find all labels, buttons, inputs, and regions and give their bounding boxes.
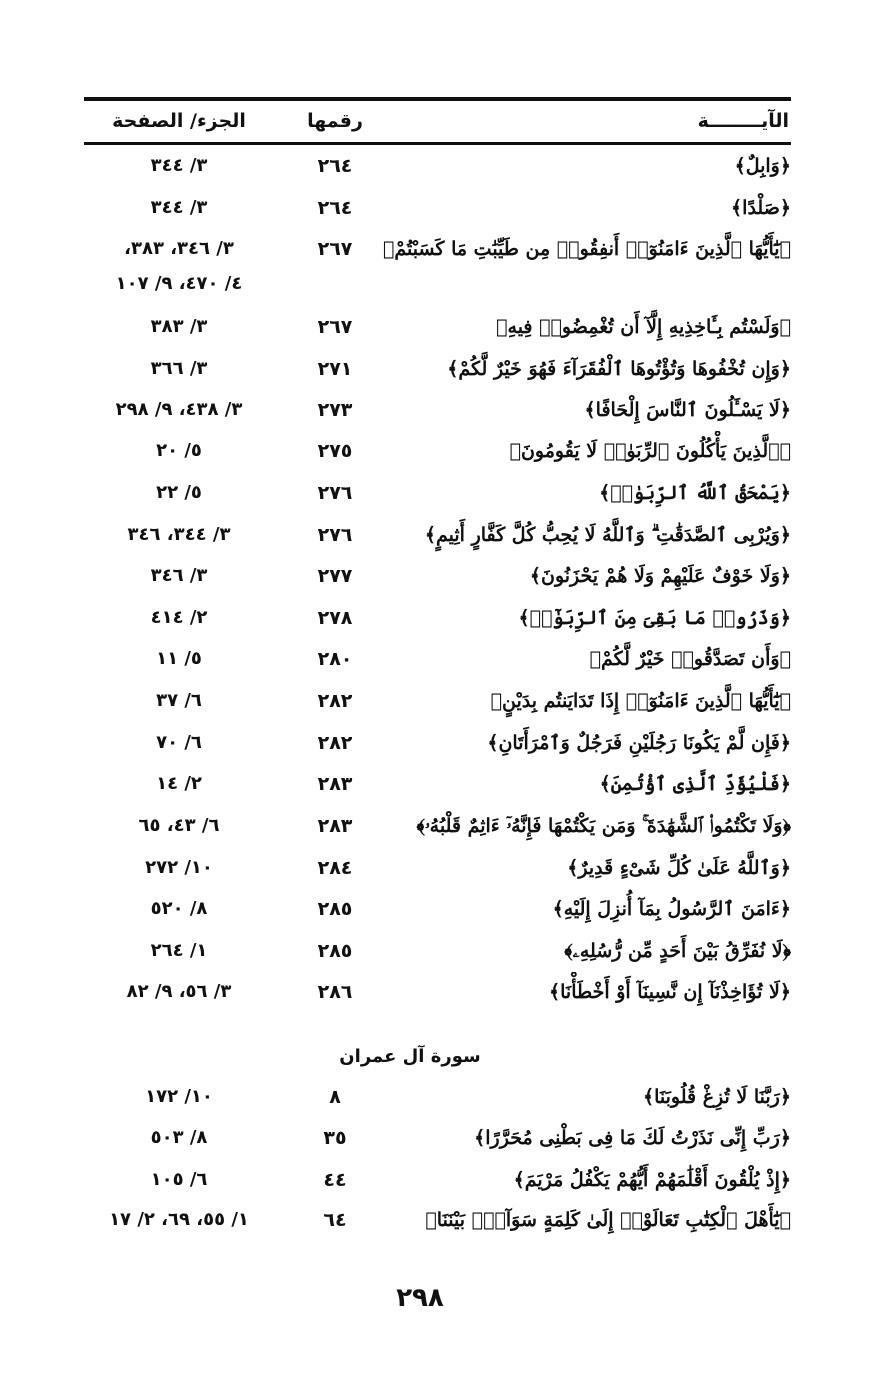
ayah-number: ٢٨٥ [317, 898, 353, 920]
table-row [84, 639, 791, 679]
ayah-text: ﴿وَابِلٌ﴾ [734, 155, 791, 177]
ayah-number: ٨ [329, 1086, 341, 1108]
ayah-text: ﴿ٱلَّذِينَ يَأْكُلُونَ ٱلرِّبَوٰا۟ لَا يَقُومُونَ﴾ [509, 440, 791, 462]
table-row [84, 515, 791, 555]
ayah-number: ٢٦٤ [317, 197, 353, 219]
volume-page: ٦/ ٧٠ [156, 732, 202, 753]
ayah-number: ٢٧٥ [317, 440, 353, 462]
volume-page: ٦/ ٣٧ [156, 690, 202, 711]
volume-page: ٥/ ٢٠ [156, 440, 202, 461]
volume-page: ٨/ ٥٠٣ [150, 1127, 208, 1148]
page-number: ٢٩٨ [396, 1283, 444, 1313]
volume-page: ٣/ ٣٤٦ [150, 565, 208, 586]
top-rule [84, 97, 791, 101]
ayah-number: ٢٨٥ [317, 940, 353, 962]
volume-page: ٣/ ٣٤٤ [150, 197, 208, 218]
ayah-number: ٢٧٣ [317, 399, 353, 421]
ayah-text: ﴿لَا تُؤَاخِذْنَآ إِن نَّسِينَآ أَوْ أَخْطَأْنَا﴾ [548, 981, 791, 1003]
volume-page: ٥/ ١١ [156, 648, 202, 669]
column-header-reference: الجزء/ الصفحة [112, 110, 246, 132]
table-row [84, 146, 791, 186]
table-row [84, 889, 791, 929]
ayah-text: ﴿يَٰٓأَيُّهَا ٱلَّذِينَ ءَامَنُوٓا۟ أَنفِقُوا۟ مِن طَيِّبَٰتِ مَا كَسَبْتُمْ﴾ [382, 238, 791, 260]
ayah-text: ﴿فَإِن لَّمْ يَكُونَا رَجُلَيْنِ فَرَجُلٌ وَٱمْرَأَتَانِ﴾ [487, 732, 791, 754]
table-row [84, 307, 791, 347]
volume-page: ٢/ ١٤ [156, 773, 202, 794]
volume-page: ١٠/ ١٧٢ [145, 1086, 213, 1107]
ayah-number: ٤٤ [323, 1169, 347, 1191]
volume-page: ١٠/ ٢٧٢ [145, 857, 213, 878]
table-row [84, 473, 791, 513]
table-row [84, 229, 791, 269]
ayah-text: ﴿وَإِن تُخْفُوهَا وَتُؤْتُوهَا ٱلْفُقَرَآءَ فَهُوَ خَيْرٌ لَّكُمْ﴾ [447, 358, 791, 380]
ayah-number: ٢٨٦ [317, 981, 353, 1003]
volume-page: ٤/ ٤٧٠، ٩/ ١٠٧ [115, 273, 243, 294]
volume-page: ١/ ٢٦٤ [150, 940, 208, 961]
ayah-text: ﴿إِذْ يُلْقُونَ أَقْلَٰمَهُمْ أَيُّهُمْ يَكْفُلُ مَرْيَمَ﴾ [513, 1169, 791, 1191]
ayah-number [290, 264, 380, 304]
volume-page: ٦/ ١٠٥ [150, 1169, 208, 1190]
surah-title: سورة آل عمران [339, 1046, 481, 1067]
ayah-text: ﴿فَلْيُؤَدِّ ٱلَّذِى ٱؤْتُمِنَ﴾ [599, 773, 791, 795]
ayah-number: ٢٨٣ [317, 773, 353, 795]
column-header-number: رقمها [307, 110, 363, 132]
table-row [84, 1077, 791, 1117]
ayah-text: ﴿رَبِّ إِنِّى نَذَرْتُ لَكَ مَا فِى بَطْنِى مُحَرَّرًا﴾ [474, 1127, 791, 1149]
volume-page: ٣/ ٤٣٨، ٩/ ٢٩٨ [115, 399, 243, 420]
ayah-text [351, 264, 791, 304]
volume-page: ١/ ٥٥، ٦٩، ٢/ ١٧ [109, 1209, 249, 1230]
ayah-text: ﴿يَٰٓأَهْلَ ٱلْكِتَٰبِ تَعَالَوْا۟ إِلَىٰ كَلِمَةٍ سَوَآءٍۭ بَيْنَنَا﴾ [425, 1209, 791, 1231]
ayah-number: ٦٤ [323, 1209, 347, 1231]
table-row [84, 764, 791, 804]
ayah-number: ٢٦٧ [317, 238, 353, 260]
header-underline [84, 142, 791, 145]
table-row [84, 1200, 791, 1240]
ayah-text: ﴿وَلَا تَكْتُمُوا۟ ٱلشَّهَٰدَةَ ۚ وَمَن يَكْتُمْهَا فَإِنَّهُۥٓ ءَاثِمٌ قَلْبُهُۥ﴾ [416, 815, 791, 837]
volume-page: ٣/ ٥٦، ٩/ ٨٢ [126, 981, 232, 1002]
table-row [84, 931, 791, 971]
ayah-text: ﴿لَا يَسْـَٔلُونَ ٱلنَّاسَ إِلْحَافًا﴾ [584, 399, 791, 421]
table-row [84, 431, 791, 471]
ayah-text: ﴿وَلَسْتُم بِـَٔاخِذِيهِ إِلَّآ أَن تُغْمِضُوا۟ فِيهِ﴾ [496, 316, 791, 338]
table-row [84, 806, 791, 846]
ayah-number: ٢٨٢ [317, 732, 353, 754]
volume-page: ٣/ ٣٤٤ [150, 155, 208, 176]
ayah-text: ﴿يَمْحَقُ ٱللَّهُ ٱلرِّبَوٰا۟﴾ [599, 482, 791, 504]
table-row [84, 972, 791, 1012]
table-row [84, 349, 791, 389]
volume-page: ٣/ ٣٨٣ [150, 316, 208, 337]
table-row [84, 598, 791, 638]
ayah-text: ﴿وَذَرُوا۟ مَا بَقِىَ مِنَ ٱلرِّبَوٰٓا۟﴾ [518, 607, 791, 629]
ayah-number: ٢٨٤ [317, 857, 353, 879]
volume-page: ٣/ ٣٤٤، ٣٤٦ [127, 524, 231, 545]
ayah-text: ﴿رَبَّنَا لَا تُزِغْ قُلُوبَنَا﴾ [642, 1086, 791, 1108]
ayah-number: ٣٥ [323, 1127, 347, 1149]
ayah-number: ٢٦٧ [317, 316, 353, 338]
ayah-number: ٢٧٦ [317, 524, 353, 546]
ayah-text: ﴿لَا نُفَرِّقُ بَيْنَ أَحَدٍ مِّن رُّسُلِهِۦ﴾ [564, 940, 791, 962]
table-row [84, 723, 791, 763]
ayah-number: ٢٨٠ [317, 648, 353, 670]
volume-page: ٣/ ٣٦٦ [150, 358, 208, 379]
table-row [84, 188, 791, 228]
volume-page: ٨/ ٥٢٠ [150, 898, 208, 919]
ayah-number: ٢٧٦ [317, 482, 353, 504]
ayah-text: ﴿وَٱللَّهُ عَلَىٰ كُلِّ شَىْءٍ قَدِيرٌ﴾ [567, 857, 791, 879]
ayah-text: ﴿وَلَا خَوْفٌ عَلَيْهِمْ وَلَا هُمْ يَحْزَنُونَ﴾ [529, 565, 791, 587]
ayah-number: ٢٦٤ [317, 155, 353, 177]
table-row [84, 390, 791, 430]
column-header-ayah: الآيــــــــة [697, 110, 789, 132]
ayah-number: ٢٧٨ [317, 607, 353, 629]
volume-page: ٦/ ٤٣، ٦٥ [138, 815, 220, 836]
table-row-continuation [84, 264, 791, 304]
table-row [84, 848, 791, 888]
ayah-number: ٢٨٢ [317, 690, 353, 712]
volume-page: ٢/ ٤١٤ [150, 607, 208, 628]
ayah-text: ﴿وَيُرْبِى ٱلصَّدَقَٰتِ ۗ وَٱللَّهُ لَا يُحِبُّ كُلَّ كَفَّارٍ أَثِيمٍ﴾ [424, 524, 791, 546]
ayah-text: ﴿وَأَن تَصَدَّقُوا۟ خَيْرٌ لَّكُمْ﴾ [589, 648, 791, 670]
ayah-text: ﴿صَلْدًا﴾ [731, 197, 791, 219]
table-row [84, 556, 791, 596]
volume-page: ٥/ ٢٢ [156, 482, 202, 503]
ayah-number: ٢٨٣ [317, 815, 353, 837]
ayah-number: ٢٧١ [317, 358, 353, 380]
volume-page: ٣/ ٣٤٦، ٣٨٣، [124, 238, 234, 259]
ayah-number: ٢٧٧ [317, 565, 353, 587]
table-row [84, 681, 791, 721]
ayah-text: ﴿ءَامَنَ ٱلرَّسُولُ بِمَآ أُنزِلَ إِلَيْهِ﴾ [552, 898, 791, 920]
ayah-text: ﴿يَٰٓأَيُّهَا ٱلَّذِينَ ءَامَنُوٓا۟ إِذَا تَدَايَنتُم بِدَيْنٍ﴾ [490, 690, 791, 712]
table-row [84, 1118, 791, 1158]
table-row [84, 1160, 791, 1200]
